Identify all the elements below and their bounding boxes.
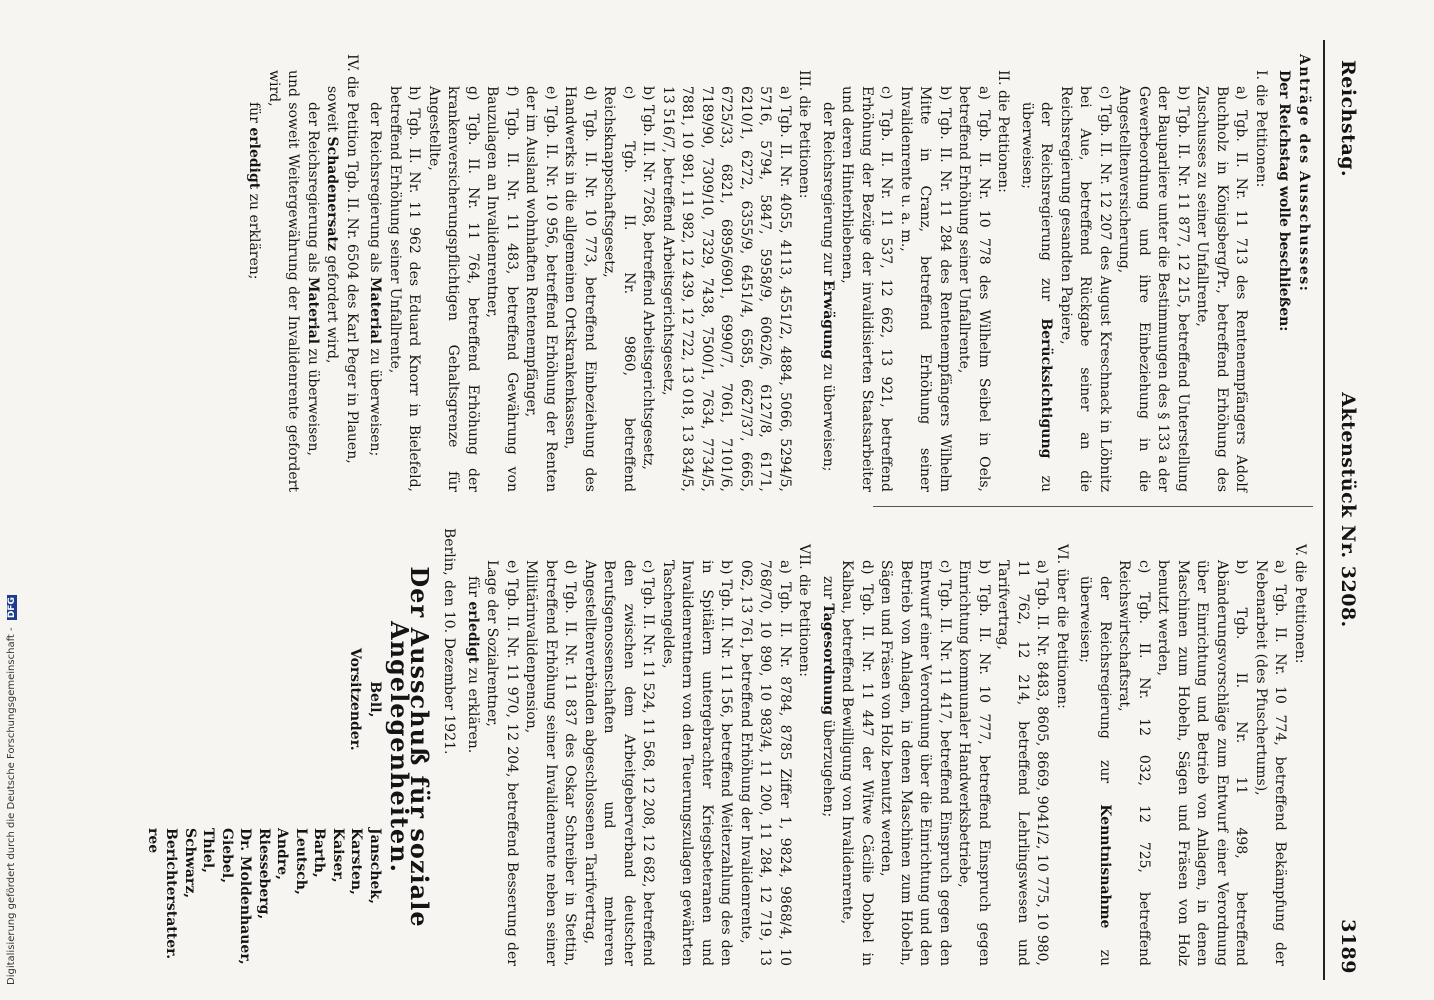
- member-name: Riesseberg,: [256, 828, 272, 920]
- member-signatures: [144, 828, 385, 965]
- section-iv: [244, 54, 361, 492]
- disposition: der Reichsregierung zur Berücksichtigung zu überweisen;: [1019, 102, 1055, 492]
- petition-item: b) Tgb. II. Nr. 11 156, betreffend Weiterzahlung des den in Spitälern untergebrachter Kriegsbeteranen und Invalidenrentnern von den Teuerungszulagen gewährten Taschengeldes,: [660, 560, 735, 966]
- petition-item: a) Tgb. II. Nr. 8784, 8785 Ziffer 1, 9824, 9868/4, 10 768/70, 10 890, 10 983/4, 11 200, 11 284, 12 719, 13 062, 13 761, betreffend Erhöhung der Invalidenrente,: [738, 560, 793, 966]
- petition-item: c) Tgb. II. Nr. 9860, betreffend Reichsknappschaftsgesetz,: [601, 86, 637, 492]
- member-name: Giebel,: [219, 828, 235, 884]
- section-label: II. die Petitionen:: [995, 70, 1012, 193]
- chair-name: Bell,: [367, 681, 383, 718]
- date-line: Berlin, den 10. Dezember 1921.: [441, 528, 458, 755]
- section-i: [1017, 54, 1271, 492]
- motions-title: Anträge des Ausschusses:: [1296, 54, 1312, 293]
- header-left: Reichstag.: [1337, 60, 1359, 178]
- motions-intro: Der Reichstag wolle beschließen:: [1276, 70, 1293, 332]
- petition-item: d) Tgb. II. Nr. 10 773, betreffend Einbeziehung des Handwerks in die allgemeinen Ortskrankenkassen,: [562, 86, 598, 492]
- petition-item: g) Tgb. II. Nr. 11 764, betreffend Erhöhung der krankenversicherungspflichtigen Gehaltsgrenze für Angestellte,: [426, 86, 481, 492]
- member-name: Dr. Moldenhauer,: [237, 828, 254, 965]
- petition-item: a) Tgb. II. Nr. 11 713 des Rentenempfängers Adolf Buchholz in Königsberg/Pr., betreffend Erhöhung des Zuschusses zu seiner Unfallrente,: [1194, 86, 1250, 492]
- section-vii: [463, 528, 814, 966]
- dfg-logo-icon: DFG: [7, 597, 17, 619]
- petition-item: b) Tgb. II. Nr. 10 777, betreffend Einspruch gegen Einrichtung kommunaler Handwerksbetriebe,: [956, 560, 992, 966]
- section-ii: [818, 54, 1013, 492]
- petition-item: h) Tgb. II. Nr. 11 962 des Eduard Knorr in Bielefeld, betreffend Erhöhung seiner Unfallrente,: [387, 86, 423, 492]
- section-label: IV. die Petition Tgb. II. Nr. 6504 des Karl Peger in Plauen,: [344, 54, 360, 464]
- digitization-note: [6, 595, 17, 985]
- petition-item: c) Tgb. II. Nr. 11 537, 12 662, 13 921, betreffend Erhöhung der Bezüge der invalidisierten Staatsarbeiter und deren Hinterbliebenen,: [839, 86, 895, 492]
- member-name: Schwarz,: [182, 828, 198, 899]
- member-name: Leutsch,: [293, 828, 309, 895]
- section-label: I. die Petitionen:: [1253, 70, 1269, 188]
- petition-item: c) Tgb. II. Nr. 11 417, betreffend Einspruch gegen den Entwurf einer Verordnung über die Einrichtung und den Betrieb von Anlagen, in denen Maschinen zum Hobeln, Sägen und Fräsen von Holz benutzt werden,: [878, 560, 953, 966]
- petition-item: b) Tgb. II. Nr. 11 877, 12 215, betreffend Unterstellung der Bauparliere unter die Bestimmungen des § 133 a der Gewerbeordnung und ihre Einbeziehung in die Angestelltenversicherung,: [1116, 86, 1191, 492]
- column-divider: [873, 506, 1313, 507]
- left-column: [244, 54, 1313, 492]
- member-name: Andre,: [274, 828, 291, 880]
- digitization-note-text: Digitalisierung gefördert durch die Deutsche Forschungsgemeinschaft -: [6, 627, 17, 985]
- disposition: der Reichsregierung zur Erwägung zu überweisen;: [820, 102, 836, 472]
- member-name: Karsten,: [348, 828, 365, 895]
- document-page: [55, 40, 1365, 980]
- member-name: Thiel,: [200, 828, 217, 874]
- member-name: Janschek,: [367, 828, 383, 904]
- petition-item: a) Tgb. II. Nr. 4055, 4113, 4551/2, 4884, 5066, 5294/5, 5716, 5794, 5847, 5958/9, 6062/6, 6127/8, 6171, 6210/1, 6272, 6355/9, 6451/4, 6585, 6627/37, 6665, 6725/33, 6821, 6895/6901, 6990/7, 7061, 7101/6, 7189/90, 7309/10, 7329, 7438, 7500/1, 7634, 7734/5, 7881, 10 981, 11 982, 12 439, 12 722, 13 018, 13 834/5, 13 516/7, betreffend Arbeitsgerichtsgesetz,: [660, 86, 793, 492]
- petition-item: e) Tgb. II. Nr. 10 956, betreffend Erhöhung der Renten der im Ausland wohnhaften Rentenempfänger,: [523, 86, 559, 492]
- member-name: Barth,: [311, 828, 328, 878]
- petition-item: f) Tgb. II. Nr. 11 483, betreffend Gewährung von Bauzulagen an Invalidenrentner,: [484, 86, 520, 492]
- page-number: 3189: [1337, 919, 1359, 974]
- petition-item: e) Tgb. II. Nr. 11 970, 12 204, betreffend Besserung der Lage der Sozialrentner,: [484, 560, 520, 966]
- petition-item: c) Tgb. II. Nr. 12 032, 12 725, betreffend Reichswirtschaftsrat,: [1116, 560, 1152, 966]
- signature-block: [124, 528, 384, 966]
- petition-item: c) Tgb. II. Nr. 11 524, 11 568, 12 208, 12 682, betreffend den zwischen dem Arbeitgeberverband deutscher Berufsgenossenschaften und mehreren Angestelltenverbänden abgeschlossenen Tarifvertrag,: [582, 560, 657, 966]
- disposition: soweit Schadenersatz gefordert wird,: [324, 86, 341, 364]
- petition-item: a) Tgb. II. Nr. 8483, 8605, 8669, 9041/2, 10 775, 10 980, 11 762, 12 214, betreffend Lehrlingswesen und Tarifvertrag,: [995, 560, 1051, 966]
- disposition: für erledigt zu erklären;: [246, 102, 263, 280]
- disposition: der Reichsregierung als Material zu überweisen,: [305, 102, 321, 457]
- chair-signature: [345, 648, 384, 751]
- disposition: für erledigt zu erklären.: [465, 576, 481, 754]
- section-iii: [365, 54, 814, 492]
- petition-item: d) Tgb. II. Nr. 11 447 der Witwe Cäcilie Dobbel in Kalbau, betreffend Bewilligung von Invalidenrente,: [839, 560, 875, 966]
- section-label: III. die Petitionen:: [796, 70, 813, 199]
- petition-item: b) Tgb. II. Nr. 11 498, betreffend Abänderungsvorschläge zum Entwurf einer Verordnung über Einrichtung und Betrieb von Anlagen, in denen Maschinen zum Hobeln, Sägen und Fräsen von Holz benutzt werden,: [1155, 560, 1250, 966]
- member-name: Kaiser,: [330, 828, 346, 883]
- right-column: [124, 528, 1313, 966]
- footer-mark: ree: [145, 828, 161, 854]
- disposition: der Reichsregierung zur Kenntnisnahme zu überweisen;: [1077, 576, 1113, 967]
- petition-item: a) Tgb. II. Nr. 10 774, betreffend Bekämpfung der Nebenarbeit (des Pfuschertums),: [1253, 560, 1289, 966]
- section-vi: [818, 528, 1072, 966]
- disposition: und soweit Weitergewährung der Invalidenrente gefordert wird,: [266, 70, 302, 492]
- disposition: der Reichsregierung als Material zu überweisen;: [367, 102, 384, 457]
- reporter-label: Berichterstatter.: [163, 828, 180, 960]
- petition-item: d) Tgb. II. Nr. 11 837 des Oskar Schreiber in Stettin, betreffend Erhöhung seiner Invalidenrente neben seiner Militärinvalidenpension,: [523, 560, 579, 966]
- petition-item: b) Tgb. II. Nr. 7268, betreffend Arbeitsgerichtsgesetz,: [640, 86, 657, 470]
- petition-item: b) Tgb. II. Nr. 11 284 des Rentenempfängers Wilhelm Mitte in Cranz, betreffend Erhöhung seiner Invalidenrente u. a. m.,: [898, 86, 953, 492]
- petition-item: c) Tgb. II. Nr. 12 207 des August Kreschnack in Löbnitz bei Aue, betreffend Rückgabe seiner an die Reichsregierung gesandten Papiere,: [1058, 86, 1113, 492]
- disposition: zur Tagesordnung überzugehen;: [820, 576, 836, 818]
- header-title: Aktenstück Nr. 3208.: [1337, 392, 1359, 628]
- petition-item: a) Tgb. II. Nr. 10 778 des Wilhelm Seibel in Oels, betreffend Erhöhung seiner Unfallrente,: [956, 86, 992, 492]
- section-label: VII. die Petitionen:: [796, 544, 813, 677]
- page-header: [1323, 40, 1365, 980]
- chair-title: Vorsitzender.: [347, 648, 364, 751]
- section-label: V. die Petitionen:: [1292, 544, 1308, 664]
- section-v: [1075, 528, 1309, 966]
- committee-name: Der Ausschuß für soziale Angelegenheiten.: [385, 566, 434, 928]
- section-label: VI. über die Petitionen:: [1054, 544, 1070, 709]
